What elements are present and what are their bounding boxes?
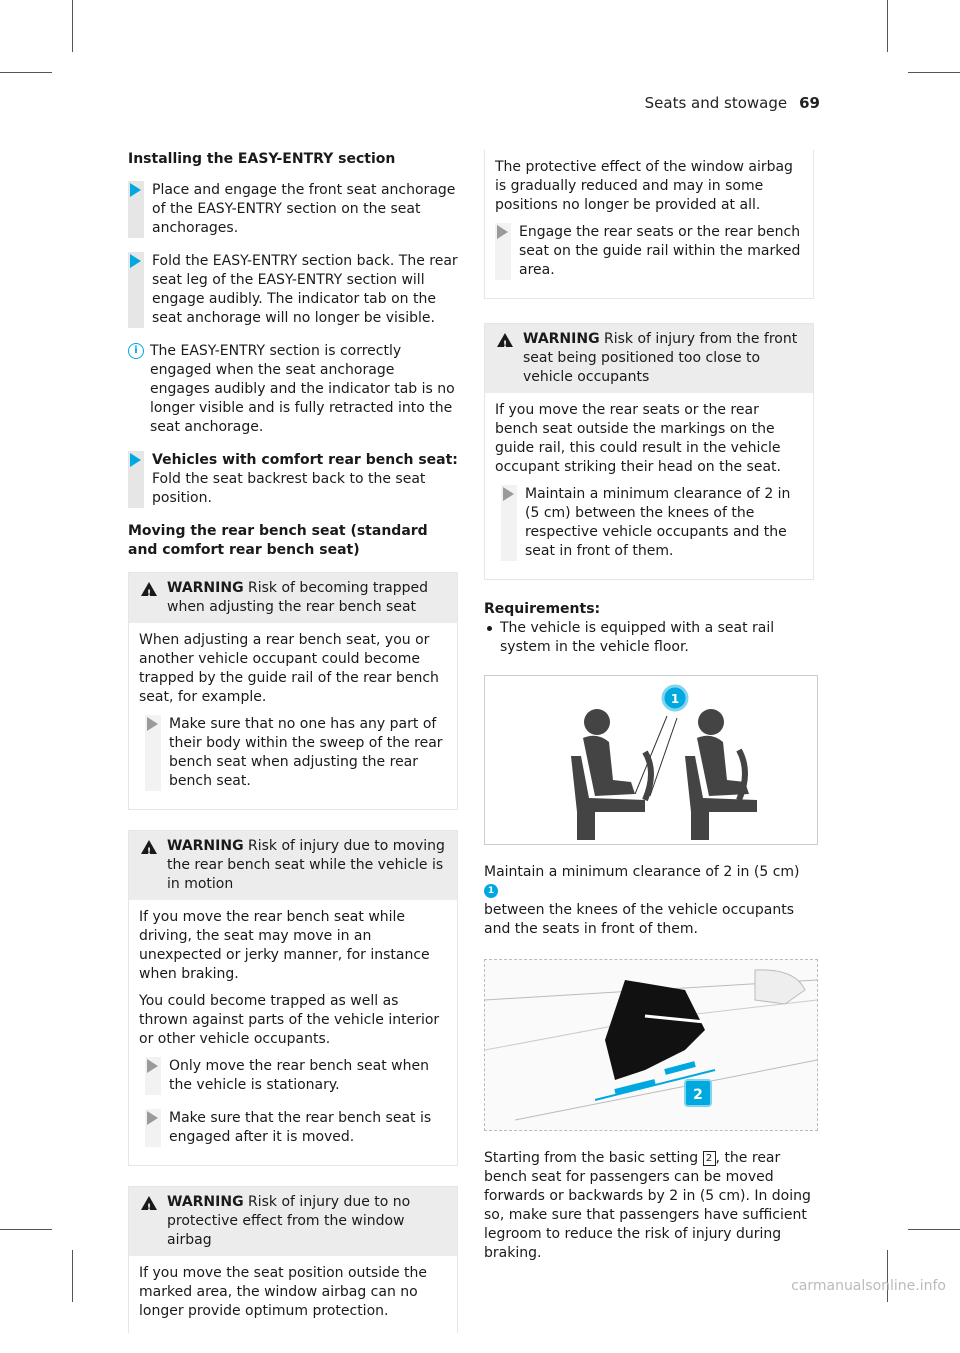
heading-install: Installing the EASY-ENTRY section — [128, 151, 396, 167]
crop-mark — [0, 72, 52, 73]
figure-seat-rail — [484, 959, 818, 1131]
info-text: The EASY-ENTRY section is correctly engaged when the seat anchorage engages audibly and the indicator tab is no longer visible and is fully retracted into the seat anchorage. — [150, 343, 455, 435]
warning-body: If you move the seat position outside the marked area, the window airbag can no longer provide optimum protection. — [139, 1265, 428, 1319]
step-text: Make sure that the rear bench seat is engaged after it is moved. — [169, 1110, 432, 1145]
arrow-icon — [130, 254, 141, 268]
warning-title: Risk of injury due to moving the rear bench seat while the vehicle is in motion — [167, 838, 445, 892]
callout-1-icon: 1 — [484, 884, 498, 898]
arrow-icon — [147, 717, 158, 731]
step-text: Only move the rear bench seat when the vehicle is stationary. — [169, 1058, 429, 1093]
step-bold: Vehicles with comfort rear bench seat: — [152, 452, 458, 468]
arrow-icon — [130, 453, 141, 467]
step — [501, 485, 803, 561]
warning-box — [128, 1186, 458, 1333]
figure-marker: 2 — [693, 1087, 703, 1103]
warning-label: WARNING — [523, 331, 600, 347]
info-note — [128, 342, 458, 437]
warning-body: You could become trapped as well as thrown against parts of the vehicle interior or other vehicle occupants. — [139, 993, 440, 1047]
right-column — [484, 150, 814, 1263]
arrow-icon — [147, 1111, 158, 1125]
warning-box — [128, 572, 458, 810]
warning-title: Risk of becoming trapped when adjusting the rear bench seat — [167, 580, 429, 615]
arrow-icon — [503, 487, 514, 501]
arrow-icon — [497, 225, 508, 239]
arrow-icon — [130, 183, 141, 197]
running-header — [645, 94, 820, 112]
step — [128, 181, 458, 238]
caption-1 — [484, 863, 814, 939]
warning-title: Risk of injury from the front seat being positioned too close to vehicle occupants — [523, 331, 798, 385]
warning-icon: ! — [141, 1196, 157, 1210]
warning-icon: ! — [141, 840, 157, 854]
requirement-item: The vehicle is equipped with a seat rail system in the vehicle floor. — [484, 619, 814, 657]
step — [145, 1109, 447, 1147]
left-column — [128, 150, 458, 1353]
step-text: Fold the seat backrest back to the seat position. — [152, 471, 426, 506]
warning-body: If you move the rear seats or the rear bench seat outside the markings on the guide rail, this could result in the vehicle occupant striking their head on the seat. — [495, 402, 781, 475]
warning-body: If you move the rear bench seat while driving, the seat may move in an unexpected or jerky manner, for instance when braking. — [139, 909, 430, 982]
step — [128, 451, 458, 508]
warning-title: Risk of injury due to no protective effect from the window airbag — [167, 1194, 411, 1248]
figure-marker: 1 — [670, 692, 680, 706]
crop-mark — [908, 72, 960, 73]
seat-rail-illustration — [485, 960, 817, 1130]
warning-body: When adjusting a rear bench seat, you or another vehicle occupant could become trapped by the guide rail of the rear bench seat, for example. — [139, 632, 439, 705]
figure-seat-clearance — [484, 675, 818, 845]
warning-label: WARNING — [167, 1194, 244, 1210]
warning-continuation — [484, 150, 814, 299]
warning-icon: ! — [141, 582, 157, 596]
crop-mark — [72, 1250, 73, 1302]
caption-2 — [484, 1149, 814, 1263]
warning-body: The protective effect of the window airbag is gradually reduced and may in some positions no longer be provided at all. — [495, 159, 793, 213]
step-text: Make sure that no one has any part of their body within the sweep of the rear bench seat when adjusting the rear bench seat. — [169, 716, 443, 789]
warning-label: WARNING — [167, 838, 244, 854]
page-number: 69 — [799, 94, 820, 112]
info-icon: i — [128, 343, 144, 359]
caption-text: Starting from the basic setting — [484, 1150, 699, 1166]
crop-mark — [887, 1250, 888, 1302]
step-text: Maintain a minimum clearance of 2 in (5 cm) between the knees of the respective vehicle occupants and the seat in front of them. — [525, 486, 791, 559]
warning-label: WARNING — [167, 580, 244, 596]
warning-box — [128, 830, 458, 1166]
crop-mark — [0, 1229, 52, 1230]
step — [495, 223, 803, 280]
step-text: Place and engage the front seat anchorage of the EASY-ENTRY section on the seat anchorages. — [152, 182, 456, 236]
warning-box — [484, 323, 814, 580]
caption-text: Maintain a minimum clearance of 2 in (5 cm) — [484, 864, 800, 880]
caption-text: , the rear bench seat for passengers can be moved forwards or backwards by 2 in (5 cm). In doing so, make sure that passengers have sufficient legroom to reduce the risk of injury during braking. — [484, 1150, 811, 1261]
heading-moving: Moving the rear bench seat (standard and comfort rear bench seat) — [128, 523, 428, 558]
callout-2-icon: 2 — [703, 1151, 716, 1166]
warning-icon: ! — [497, 333, 513, 347]
step-text: Fold the EASY-ENTRY section back. The rear seat leg of the EASY-ENTRY section will engage audibly. The indicator tab on the seat anchorage will no longer be visible. — [152, 253, 458, 326]
crop-mark — [72, 0, 73, 52]
seat-clearance-illustration — [485, 676, 817, 844]
arrow-icon — [147, 1059, 158, 1073]
requirements-label: Requirements: — [484, 601, 601, 617]
step — [128, 252, 458, 328]
section-title: Seats and stowage — [644, 94, 788, 112]
step-text: Engage the rear seats or the rear bench seat on the guide rail within the marked area. — [519, 224, 801, 278]
step — [145, 1057, 447, 1095]
caption-text: between the knees of the vehicle occupants and the seats in front of them. — [484, 902, 795, 937]
watermark: carmanualsonline.info — [791, 1278, 946, 1294]
step — [145, 715, 447, 791]
crop-mark — [908, 1229, 960, 1230]
crop-mark — [887, 0, 888, 52]
